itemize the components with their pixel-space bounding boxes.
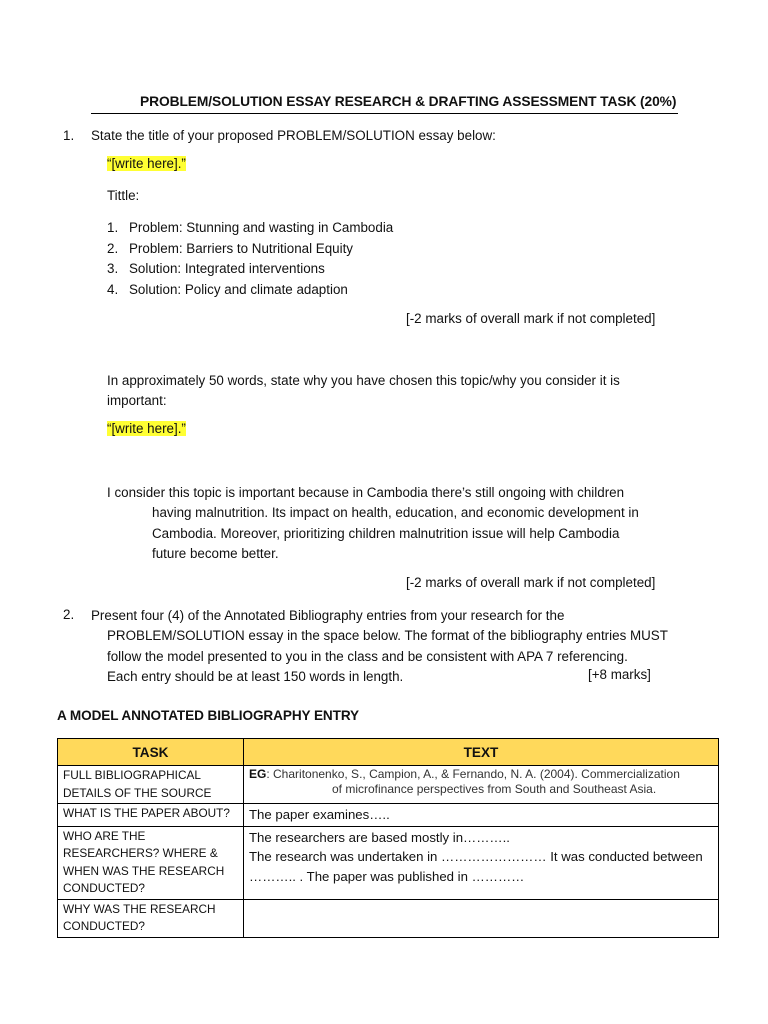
model-bibliography-table [57, 738, 719, 938]
write-here-placeholder[interactable] [107, 156, 186, 171]
marks-note: [-2 marks of overall mark if not completed] [406, 311, 656, 326]
question-1-number: 1. [63, 128, 75, 143]
list-item-text: Problem: Stunning and wasting in Cambodia [129, 220, 394, 235]
why-prompt-line: important: [107, 393, 167, 409]
table-row [58, 899, 719, 937]
header-task: TASK [58, 739, 244, 766]
write-here-highlight: “[write here].” [107, 421, 186, 436]
essay-title-list [107, 218, 393, 300]
list-item [107, 218, 393, 239]
why-prompt-line: In approximately 50 words, state why you have chosen this topic/why you consider it is [107, 373, 620, 388]
question-2-line: PROBLEM/SOLUTION essay in the space below. The format of the bibliography entries MUST [107, 628, 668, 644]
marks-note-2: [-2 marks of overall mark if not completed] [406, 575, 656, 590]
question-1-prompt: State the title of your proposed PROBLEM/SOLUTION essay below: [91, 128, 496, 143]
example-citation [249, 767, 713, 797]
page-title: PROBLEM/SOLUTION ESSAY RESEARCH & DRAFTING ASSESSMENT TASK (20%) [140, 94, 677, 109]
list-item-number: 4. [107, 281, 119, 297]
row-text-line: ……….. . The paper was published in ………… [249, 868, 525, 884]
eg-prefix: EG [249, 767, 267, 781]
list-item-number: 1. [107, 220, 119, 235]
answer-line: Cambodia. Moreover, prioritizing children malnutrition issue will help Cambodia [152, 525, 620, 541]
list-item-text: Solution: Policy and climate adaption [129, 281, 348, 297]
table-row [58, 826, 719, 899]
row-label: WHAT IS THE PAPER ABOUT? [58, 804, 244, 827]
question-2-line: follow the model presented to you in the class and be consistent with APA 7 referencing. [107, 648, 628, 664]
answer-line: I consider this topic is important because in Cambodia there’s still ongoing with children [107, 485, 625, 500]
list-item [107, 280, 393, 301]
answer-line: future become better. [152, 545, 279, 561]
row-label: WHY WAS THE RESEARCH CONDUCTED? [58, 899, 244, 937]
row-text[interactable] [244, 766, 719, 804]
list-item-number: 2. [107, 240, 119, 256]
row-text[interactable]: The paper examines….. [244, 804, 719, 827]
row-label: FULL BIBLIOGRAPHICAL DETAILS OF THE SOURCE [58, 766, 244, 804]
header-text: TEXT [244, 739, 719, 766]
question-2-number: 2. [63, 607, 75, 622]
list-item-text: Solution: Integrated interventions [129, 261, 325, 276]
question-2-text [91, 606, 668, 687]
title-label: Tittle: [107, 188, 140, 203]
question-2-line: Each entry should be at least 150 words in length. [107, 668, 404, 684]
table-header-row [58, 739, 719, 766]
answer-line: having malnutrition. Its impact on health, education, and economic development in [152, 505, 639, 521]
eg-line-2: of microfinance perspectives from South and Southeast Asia. [332, 782, 657, 796]
table-row [58, 766, 719, 804]
answer-paragraph [107, 483, 639, 564]
row-text[interactable] [244, 899, 719, 937]
model-heading: A MODEL ANNOTATED BIBLIOGRAPHY ENTRY [57, 708, 360, 723]
table-row [58, 804, 719, 827]
why-prompt [107, 371, 620, 412]
row-label: WHO ARE THE RESEARCHERS? WHERE & WHEN WAS THE RESEARCH CONDUCTED? [58, 826, 244, 899]
eg-line-1: : Charitonenko, S., Campion, A., & Fernando, N. A. (2004). Commercialization [266, 767, 680, 781]
list-item [107, 239, 393, 260]
row-text[interactable] [244, 826, 719, 899]
row-text-line: The research was undertaken in …………………… It was conducted between [249, 849, 703, 864]
list-item [107, 259, 393, 280]
write-here-placeholder-2[interactable] [107, 421, 186, 436]
write-here-highlight: “[write here].” [107, 156, 186, 171]
list-item-text: Problem: Barriers to Nutritional Equity [129, 240, 354, 256]
list-item-number: 3. [107, 261, 119, 276]
title-underline [91, 113, 678, 114]
question-2-line: Present four (4) of the Annotated Bibliography entries from your research for the [91, 608, 565, 623]
question-2-marks: [+8 marks] [588, 667, 651, 682]
row-text-line: The researchers are based mostly in……….. [249, 829, 510, 845]
